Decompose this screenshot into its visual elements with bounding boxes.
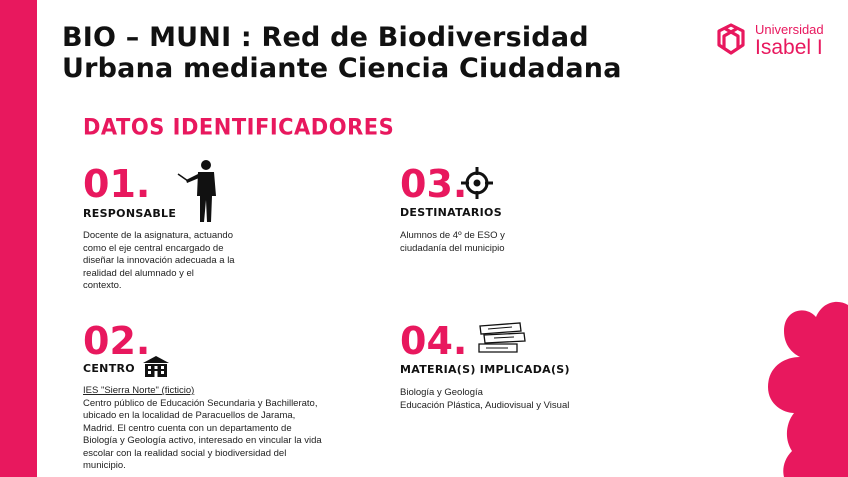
logo-line-2: Isabel I xyxy=(755,36,823,59)
text-line: Alumnos de 4º de ESO y xyxy=(400,230,505,241)
title-line-2: Urbana mediante Ciencia Ciudadana xyxy=(62,53,622,84)
university-logo-knot-icon xyxy=(712,22,750,58)
text-line: diseñar la innovación adecuada a la xyxy=(83,255,235,266)
text-line: contexto. xyxy=(83,280,122,291)
item-text-destinatarios xyxy=(400,230,600,255)
text-line: como el eje central encargado de xyxy=(83,242,224,254)
teacher-pointer-icon xyxy=(176,158,224,224)
text-line: ubicado en la localidad de Paracuellos de Jarama, xyxy=(83,410,296,421)
text-line: Centro público de Educación Secundaria y Bachillerato, xyxy=(83,397,318,409)
subject-tags-icon xyxy=(470,322,528,358)
item-text-responsable xyxy=(83,230,283,293)
title-line-1: BIO – MUNI : Red de Biodiversidad xyxy=(62,22,589,53)
item-label-centro: CENTRO xyxy=(83,362,135,375)
item-text-materias xyxy=(400,387,660,412)
text-line: Madrid. El centro cuenta con un departamento de xyxy=(83,422,292,434)
text-line: Educación Plástica, Audiovisual y Visual xyxy=(400,399,570,411)
centro-name: IES "Sierra Norte" (ficticio) xyxy=(83,385,195,396)
item-number-01: 01. xyxy=(83,162,151,206)
logo-line-1: Universidad xyxy=(755,22,824,37)
decorative-flower-shape xyxy=(688,287,848,477)
item-label-destinatarios: DESTINATARIOS xyxy=(400,206,502,219)
text-line: realidad del alumnado y el xyxy=(83,267,194,279)
target-crosshair-icon xyxy=(460,166,494,200)
text-line: Biología y Geología xyxy=(400,387,483,398)
school-building-icon xyxy=(142,355,170,379)
item-label-materias: MATERIA(S) IMPLICADA(S) xyxy=(400,363,570,376)
item-number-02: 02. xyxy=(83,319,151,363)
item-text-centro xyxy=(83,385,383,473)
text-line: Docente de la asignatura, actuando xyxy=(83,230,233,241)
university-logo xyxy=(712,20,842,60)
text-line: ciudadanía del municipio xyxy=(400,242,505,254)
section-title: DATOS IDENTIFICADORES xyxy=(83,114,395,140)
left-accent-bar xyxy=(0,0,37,477)
item-label-responsable: RESPONSABLE xyxy=(83,207,177,220)
text-line: escolar con la realidad social y biodiversidad del xyxy=(83,447,287,459)
text-line: Biología y Geología activo, interesado en vincular la vida xyxy=(83,435,322,446)
item-number-04: 04. xyxy=(400,319,468,363)
item-number-03: 03. xyxy=(400,162,468,206)
text-line: municipio. xyxy=(83,460,126,471)
page-title xyxy=(62,22,682,84)
